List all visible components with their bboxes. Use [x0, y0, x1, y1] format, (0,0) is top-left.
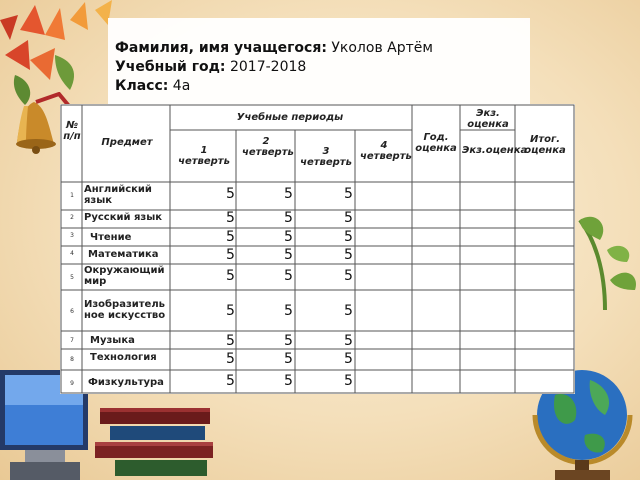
- subject-name: Математика: [88, 249, 159, 260]
- header-q1: 1 четверть: [178, 145, 230, 167]
- header-periods: Учебные периоды: [236, 112, 344, 123]
- grade-q1: 5: [226, 229, 235, 245]
- header-year: Год. оценка: [415, 132, 457, 154]
- row-number: 8: [70, 356, 74, 363]
- grade-q3: 5: [344, 229, 353, 245]
- subject-name: Музыка: [90, 335, 135, 346]
- grade-q3: 5: [344, 333, 353, 349]
- grade-q3: 5: [344, 373, 353, 389]
- grade-q2: 5: [284, 229, 293, 245]
- grade-q1: 5: [226, 373, 235, 389]
- row-number: 9: [70, 380, 74, 387]
- grade-q2: 5: [284, 210, 293, 226]
- header-q4: 4 четверть: [360, 140, 412, 162]
- row-number: 2: [70, 214, 74, 221]
- subject-name: Английский язык: [84, 184, 152, 206]
- grade-q3: 5: [344, 351, 353, 367]
- subject-name: Физкультура: [88, 377, 164, 388]
- row-number: 7: [70, 337, 74, 344]
- grade-q1: 5: [226, 247, 235, 263]
- grade-q1: 5: [226, 351, 235, 367]
- row-number: 4: [70, 250, 74, 257]
- grade-q3: 5: [344, 210, 353, 226]
- year-label: Учебный год:: [115, 59, 226, 75]
- grade-q1: 5: [226, 210, 235, 226]
- subject-name: Изобразительное искусство: [84, 299, 166, 321]
- row-number: 6: [70, 308, 74, 315]
- header-final: Итог. оценка: [524, 134, 566, 156]
- grade-q2: 5: [284, 186, 293, 202]
- grade-q1: 5: [226, 333, 235, 349]
- subject-name: Технология: [90, 352, 157, 363]
- class-label: Класс:: [115, 78, 169, 94]
- subject-name: Чтение: [90, 232, 132, 243]
- student-value: Уколов Артём: [331, 40, 433, 56]
- row-number: 3: [70, 232, 74, 239]
- header-exam-sub: Экз.оценка: [462, 145, 528, 156]
- grade-q2: 5: [284, 303, 293, 319]
- grade-q3: 5: [344, 186, 353, 202]
- grade-q2: 5: [284, 268, 293, 284]
- row-number: 1: [70, 192, 74, 199]
- grade-q2: 5: [284, 247, 293, 263]
- grade-q3: 5: [344, 303, 353, 319]
- grade-q1: 5: [226, 268, 235, 284]
- year-value: 2017-2018: [229, 59, 307, 75]
- grade-q3: 5: [344, 268, 353, 284]
- grade-q1: 5: [226, 186, 235, 202]
- grade-q1: 5: [226, 303, 235, 319]
- class-value: 4а: [172, 78, 191, 94]
- grade-q2: 5: [284, 333, 293, 349]
- header-subject: Предмет: [101, 137, 153, 148]
- student-label: Фамилия, имя учащегося:: [115, 40, 327, 56]
- subject-name: Окружающий мир: [84, 265, 165, 287]
- subject-name: Русский язык: [84, 212, 163, 223]
- grade-q2: 5: [284, 373, 293, 389]
- grade-q3: 5: [344, 247, 353, 263]
- header-exam: Экз. оценка: [467, 108, 509, 130]
- grade-q2: 5: [284, 351, 293, 367]
- row-number: 5: [70, 274, 74, 281]
- header-q3: 3 четверть: [300, 146, 352, 168]
- header-q2: 2 четверть: [242, 136, 294, 158]
- header-num: № п/п: [63, 120, 81, 142]
